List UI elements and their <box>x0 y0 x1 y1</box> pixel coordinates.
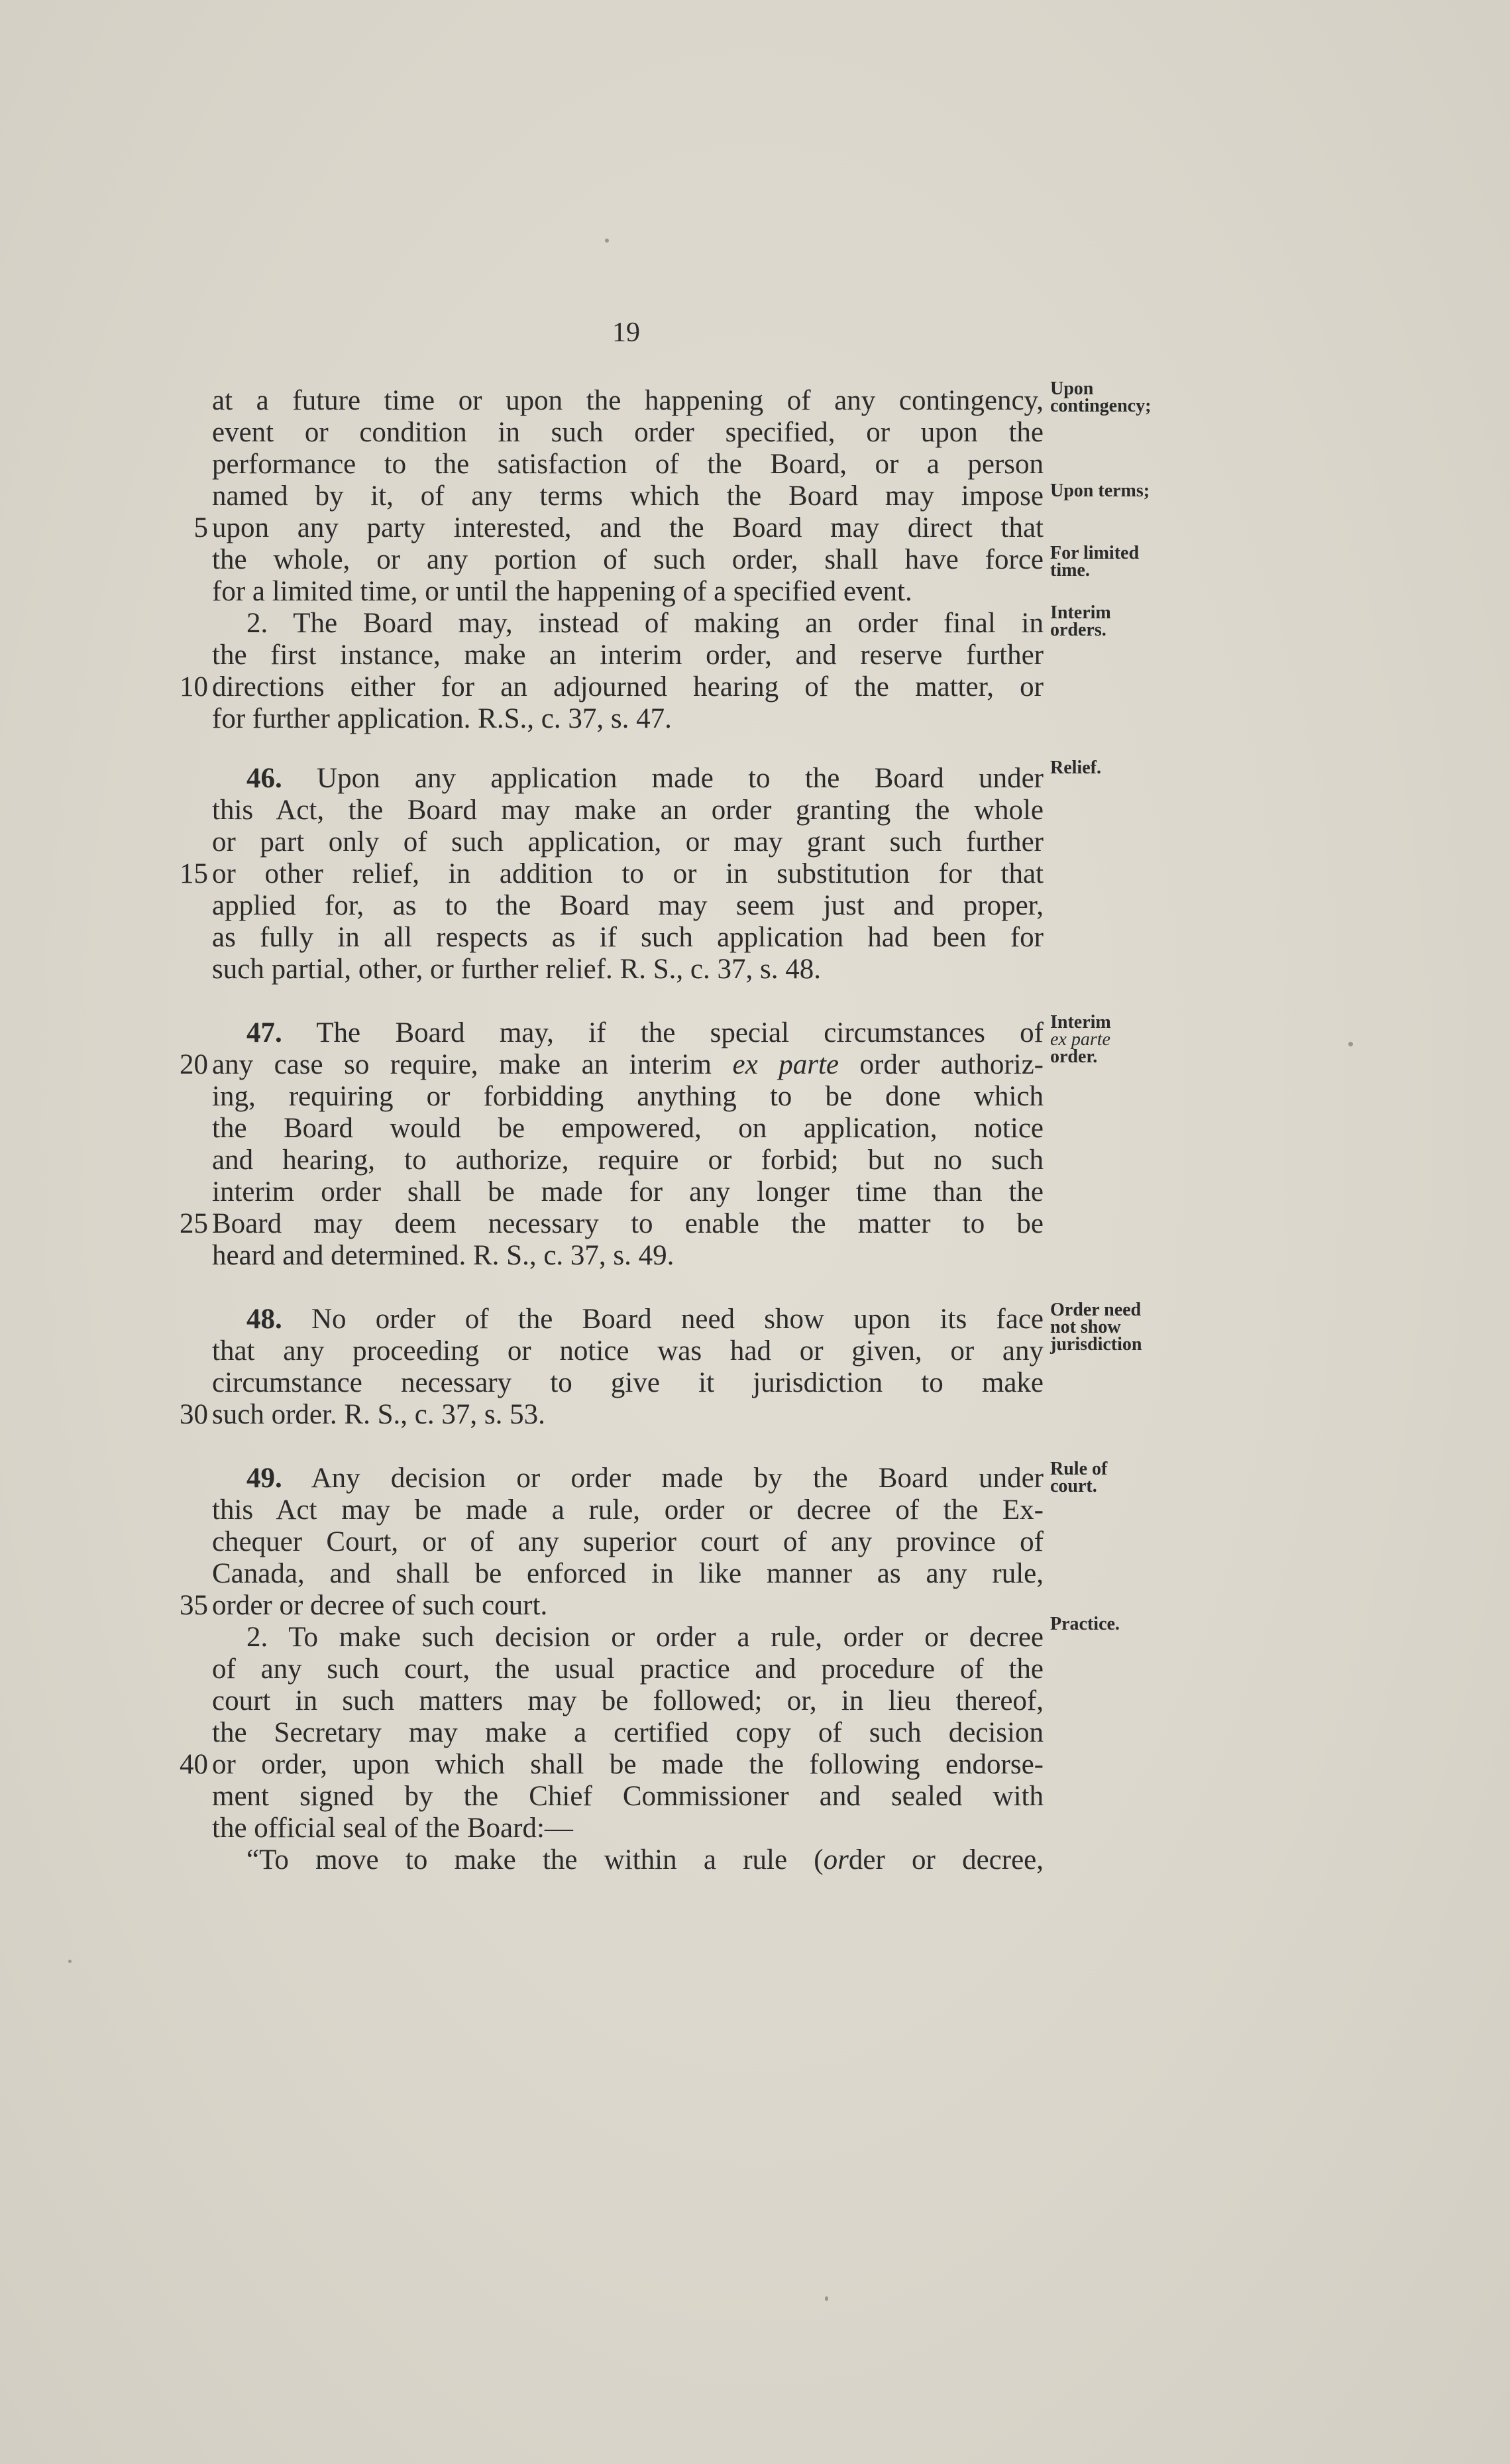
margin-note <box>1050 380 1183 415</box>
margin-note-line: Interim <box>1050 1012 1111 1033</box>
margin-note-line: Interim <box>1050 602 1111 623</box>
line-text: the Board would be empowered, on application, notice <box>212 1113 1044 1144</box>
text-line <box>246 762 1044 795</box>
text-line <box>246 1303 1044 1336</box>
paper-speck <box>1348 1042 1353 1046</box>
line-text: Board may deem necessary to enable the matter to be <box>212 1208 1044 1239</box>
line-text: or other relief, in addition to or in substitution for that <box>212 858 1044 889</box>
line-text: 2. The Board may, instead of making an order final in <box>246 608 1044 639</box>
paper-speck <box>605 239 609 243</box>
section-number: 48. <box>246 1304 282 1335</box>
line-number: 10 <box>180 671 208 702</box>
line-number: 15 <box>180 858 208 889</box>
text-line <box>212 1239 1044 1272</box>
margin-note-line: not show <box>1050 1317 1121 1337</box>
line-text: order or decree of such court. <box>212 1590 548 1621</box>
line-text: performance to the satisfaction of the Board, or a person <box>212 449 1044 480</box>
text-line <box>212 921 1044 954</box>
line-number: 30 <box>180 1399 208 1430</box>
line-text: this Act may be made a rule, order or decree of the Ex- <box>212 1494 1044 1526</box>
line-number: 5 <box>193 512 208 543</box>
text-line <box>212 794 1044 827</box>
text-line <box>212 826 1044 859</box>
paper-speck <box>68 1960 72 1963</box>
line-text: such order. R. S., c. 37, s. 53. <box>212 1399 545 1430</box>
line-text: at a future time or upon the happening of any contingency, <box>212 385 1044 416</box>
margin-note-line: Relief. <box>1050 757 1101 778</box>
text-line <box>212 889 1044 923</box>
line-text: circumstance necessary to give it jurisdiction to make <box>212 1367 1044 1398</box>
line-text: the official seal of the Board:— <box>212 1813 573 1844</box>
margin-note <box>1050 1302 1183 1353</box>
margin-note <box>1050 1014 1183 1066</box>
line-text: Any decision or order made by the Board under <box>282 1463 1044 1494</box>
text-line <box>212 702 1044 736</box>
margin-note-line: Upon terms; <box>1050 480 1150 501</box>
margin-note-line: Upon <box>1050 378 1094 399</box>
line-text: this Act, the Board may make an order granting the whole <box>212 795 1044 826</box>
text-line <box>212 1589 1044 1622</box>
text-line <box>246 607 1044 640</box>
text-line <box>212 1112 1044 1145</box>
text-line <box>212 1176 1044 1209</box>
line-text: such partial, other, or further relief. R. S., c. 37, s. 48. <box>212 954 821 985</box>
section-number: 47. <box>246 1017 282 1048</box>
line-text: court in such matters may be followed; or, in lieu thereof, <box>212 1685 1044 1716</box>
page-number: 19 <box>612 317 640 348</box>
text-line <box>212 384 1044 418</box>
line-text: ing, requiring or forbidding anything to be done which <box>212 1081 1044 1112</box>
line-text: for a limited time, or until the happening of a specified event. <box>212 576 912 607</box>
line-text: Canada, and shall be enforced in like manner as any rule, <box>212 1558 1044 1589</box>
margin-note <box>1050 482 1183 500</box>
text-line <box>212 1144 1044 1177</box>
text-line <box>212 1716 1044 1750</box>
text-line <box>212 543 1044 577</box>
section-number: 49. <box>246 1463 282 1494</box>
margin-note-line: For limited <box>1050 543 1140 563</box>
line-text: Upon any application made to the Board under <box>282 763 1044 794</box>
section-number: 46. <box>246 763 282 794</box>
text-line <box>212 1494 1044 1527</box>
margin-note <box>1050 1616 1183 1633</box>
text-line <box>212 1812 1044 1845</box>
text-line <box>212 480 1044 513</box>
margin-note-line: jurisdiction <box>1050 1334 1142 1355</box>
paper-speck <box>825 2296 828 2301</box>
text-line <box>212 1335 1044 1368</box>
text-line <box>212 512 1044 545</box>
line-text: No order of the Board need show upon its face <box>282 1304 1044 1335</box>
margin-note-line: orders. <box>1050 620 1106 640</box>
line-text: as fully in all respects as if such application had been for <box>212 922 1044 953</box>
line-text: event or condition in such order specified, or upon the <box>212 417 1044 448</box>
line-text: The Board may, if the special circumstances of <box>282 1017 1044 1048</box>
line-text: or order, upon which shall be made the following endorse- <box>212 1749 1044 1780</box>
text-line <box>246 1844 1044 1877</box>
text-line <box>212 858 1044 891</box>
text-line <box>212 639 1044 672</box>
margin-note-line: Rule of <box>1050 1459 1108 1479</box>
margin-note-line: contingency; <box>1050 396 1152 416</box>
line-number: 35 <box>180 1590 208 1621</box>
margin-note <box>1050 759 1183 777</box>
margin-note-line: ex parte <box>1050 1029 1110 1050</box>
text-line <box>212 448 1044 481</box>
text-line <box>212 671 1044 704</box>
line-number: 20 <box>180 1049 208 1080</box>
line-text: the Secretary may make a certified copy of such decision <box>212 1717 1044 1748</box>
line-text: any case so require, make an interim ex parte order authoriz- <box>212 1049 1044 1080</box>
line-text: 2. To make such decision or order a rule, order or decree <box>246 1622 1044 1653</box>
line-number: 40 <box>180 1749 208 1780</box>
margin-note-line: order. <box>1050 1046 1098 1067</box>
text-line <box>212 575 1044 608</box>
line-text: and hearing, to authorize, require or forbid; but no such <box>212 1145 1044 1176</box>
line-text: heard and determined. R. S., c. 37, s. 49. <box>212 1240 674 1271</box>
margin-note <box>1050 1461 1183 1495</box>
line-text: interim order shall be made for any longer time than the <box>212 1176 1044 1207</box>
text-line <box>212 1748 1044 1781</box>
text-line <box>212 416 1044 449</box>
text-line <box>212 1526 1044 1559</box>
text-line <box>212 1780 1044 1813</box>
text-line <box>212 1207 1044 1241</box>
italic-term: ex parte <box>732 1049 839 1080</box>
line-text: the first instance, make an interim order, and reserve further <box>212 640 1044 671</box>
margin-note-line: time. <box>1050 560 1090 581</box>
margin-note <box>1050 604 1183 639</box>
line-number: 25 <box>180 1208 208 1239</box>
line-text: of any such court, the usual practice and procedure of the <box>212 1653 1044 1685</box>
text-line <box>212 1685 1044 1718</box>
italic-term: or <box>823 1844 849 1876</box>
margin-note-line: Order need <box>1050 1300 1142 1320</box>
margin-note-line: Practice. <box>1050 1614 1120 1634</box>
line-text: that any proceeding or notice was had or given, or any <box>212 1335 1044 1367</box>
line-text: “To move to make the within a rule (order or decree, <box>246 1844 1044 1876</box>
text-line <box>246 1462 1044 1495</box>
line-text: for further application. R.S., c. 37, s. 47. <box>212 703 672 734</box>
text-line <box>212 1557 1044 1591</box>
line-text: applied for, as to the Board may seem just and proper, <box>212 890 1044 921</box>
text-line <box>212 1653 1044 1686</box>
line-text: the whole, or any portion of such order, shall have force <box>212 544 1044 575</box>
margin-note <box>1050 545 1183 579</box>
text-line <box>212 1367 1044 1400</box>
line-text: or part only of such application, or may grant such further <box>212 826 1044 858</box>
text-line <box>212 1080 1044 1113</box>
text-line <box>212 953 1044 986</box>
text-line <box>212 1048 1044 1082</box>
text-line <box>246 1017 1044 1050</box>
line-text: chequer Court, or of any superior court of any province of <box>212 1526 1044 1557</box>
margin-note-line: court. <box>1050 1476 1097 1496</box>
text-line <box>246 1621 1044 1654</box>
line-text: named by it, of any terms which the Board may impose <box>212 480 1044 512</box>
line-text: upon any party interested, and the Board may direct that <box>212 512 1044 543</box>
line-text: directions either for an adjourned hearing of the matter, or <box>212 671 1044 702</box>
line-text: ment signed by the Chief Commissioner and sealed with <box>212 1781 1044 1812</box>
text-line <box>212 1398 1044 1431</box>
